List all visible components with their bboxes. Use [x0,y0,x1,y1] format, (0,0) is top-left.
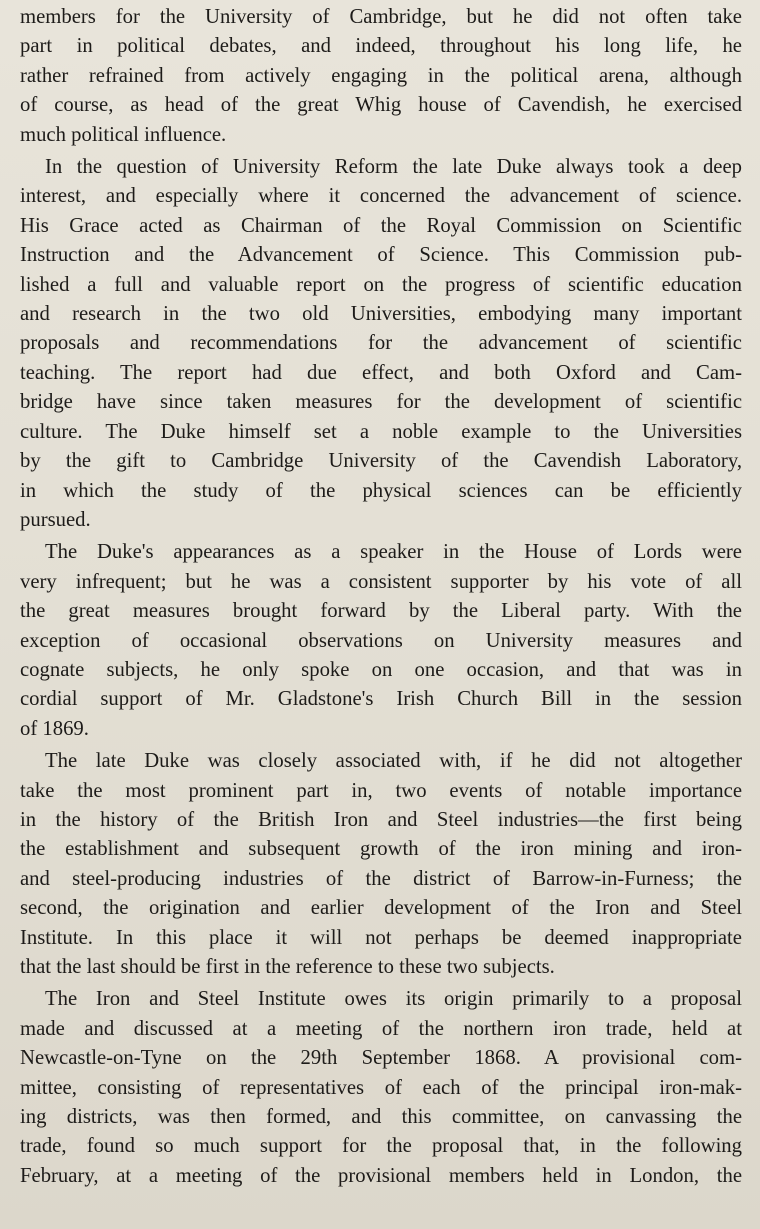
text-line: take the most prominent part in, two events of notable importance [20,779,742,802]
text-line: Newcastle-on-Tyne on the 29th September 1868. A provisional com- [20,1047,742,1070]
text-line: made and discussed at a meeting of the northern iron trade, held at [20,1017,742,1040]
text-line: of 1869. [20,717,89,740]
paragraph-2 [20,153,742,535]
text-line: cordial support of Mr. Gladstone's Irish Church Bill in the session [20,688,742,711]
text-line: proposals and recommendations for the advancement of scientific [20,332,742,355]
text-line: and research in the two old Universities, embodying many important [20,303,742,326]
text-line: cognate subjects, he only spoke on one occasion, and that was in [20,658,742,681]
text-line: Instruction and the Advancement of Science. This Commission pub- [20,244,742,267]
text-line: and steel-producing industries of the district of Barrow-in-Furness; the [20,867,742,890]
text-line: pursued. [20,508,91,531]
text-line: trade, found so much support for the proposal that, in the following [20,1135,742,1158]
text-line: the establishment and subsequent growth of the iron mining and iron- [20,838,742,861]
text-line: very infrequent; but he was a consistent supporter by his vote of all [20,570,742,593]
paragraph-3 [20,538,742,744]
text-line: of course, as head of the great Whig house of Cavendish, he exercised [20,94,742,117]
text-line: that the last should be first in the reference to these two subjects. [20,956,555,978]
text-line: mittee, consisting of representatives of each of the principal iron-mak- [20,1076,742,1099]
text-line: exception of occasional observations on University measures and [20,629,742,652]
text-line: interest, and especially where it concerned the advancement of science. [20,185,742,208]
text-line: ing districts, was then formed, and this committee, on canvassing the [20,1106,742,1129]
text-line: The late Duke was closely associated with, if he did not altogether [45,750,742,773]
text-line: Institute. In this place it will not perhaps be deemed inappropriate [20,926,742,949]
text-line: by the gift to Cambridge University of the Cavendish Laboratory, [20,450,742,473]
text-line: second, the origination and earlier development of the Iron and Steel [20,897,742,920]
paragraph-1 [20,3,742,150]
text-line: February, at a meeting of the provisional members held in London, the [20,1164,742,1187]
text-line: part in political debates, and indeed, throughout his long life, he [20,35,742,58]
text-line: The Duke's appearances as a speaker in the House of Lords were [45,541,742,564]
text-line: bridge have since taken measures for the development of scientific [20,391,742,414]
text-line: rather refrained from actively engaging in the political arena, although [20,64,742,87]
text-line: in the history of the British Iron and Steel industries—the first being [20,808,742,831]
paragraph-4 [20,747,742,982]
text-line: much political influence. [20,123,227,146]
text-line: in which the study of the physical sciences can be efficiently [20,479,742,502]
text-line: lished a full and valuable report on the progress of scientific education [20,273,742,296]
text-line: His Grace acted as Chairman of the Royal Commission on Scientific [20,214,742,237]
paragraph-5 [20,985,742,1191]
text-line: culture. The Duke himself set a noble example to the Universities [20,420,742,443]
text-line: The Iron and Steel Institute owes its origin primarily to a proposal [45,988,742,1011]
text-line: In the question of University Reform the late Duke always took a deep [45,156,742,179]
text-line: the great measures brought forward by the Liberal party. With the [20,600,742,623]
text-line: teaching. The report had due effect, and both Oxford and Cam- [20,361,742,384]
text-line: members for the University of Cambridge, but he did not often take [20,6,742,28]
